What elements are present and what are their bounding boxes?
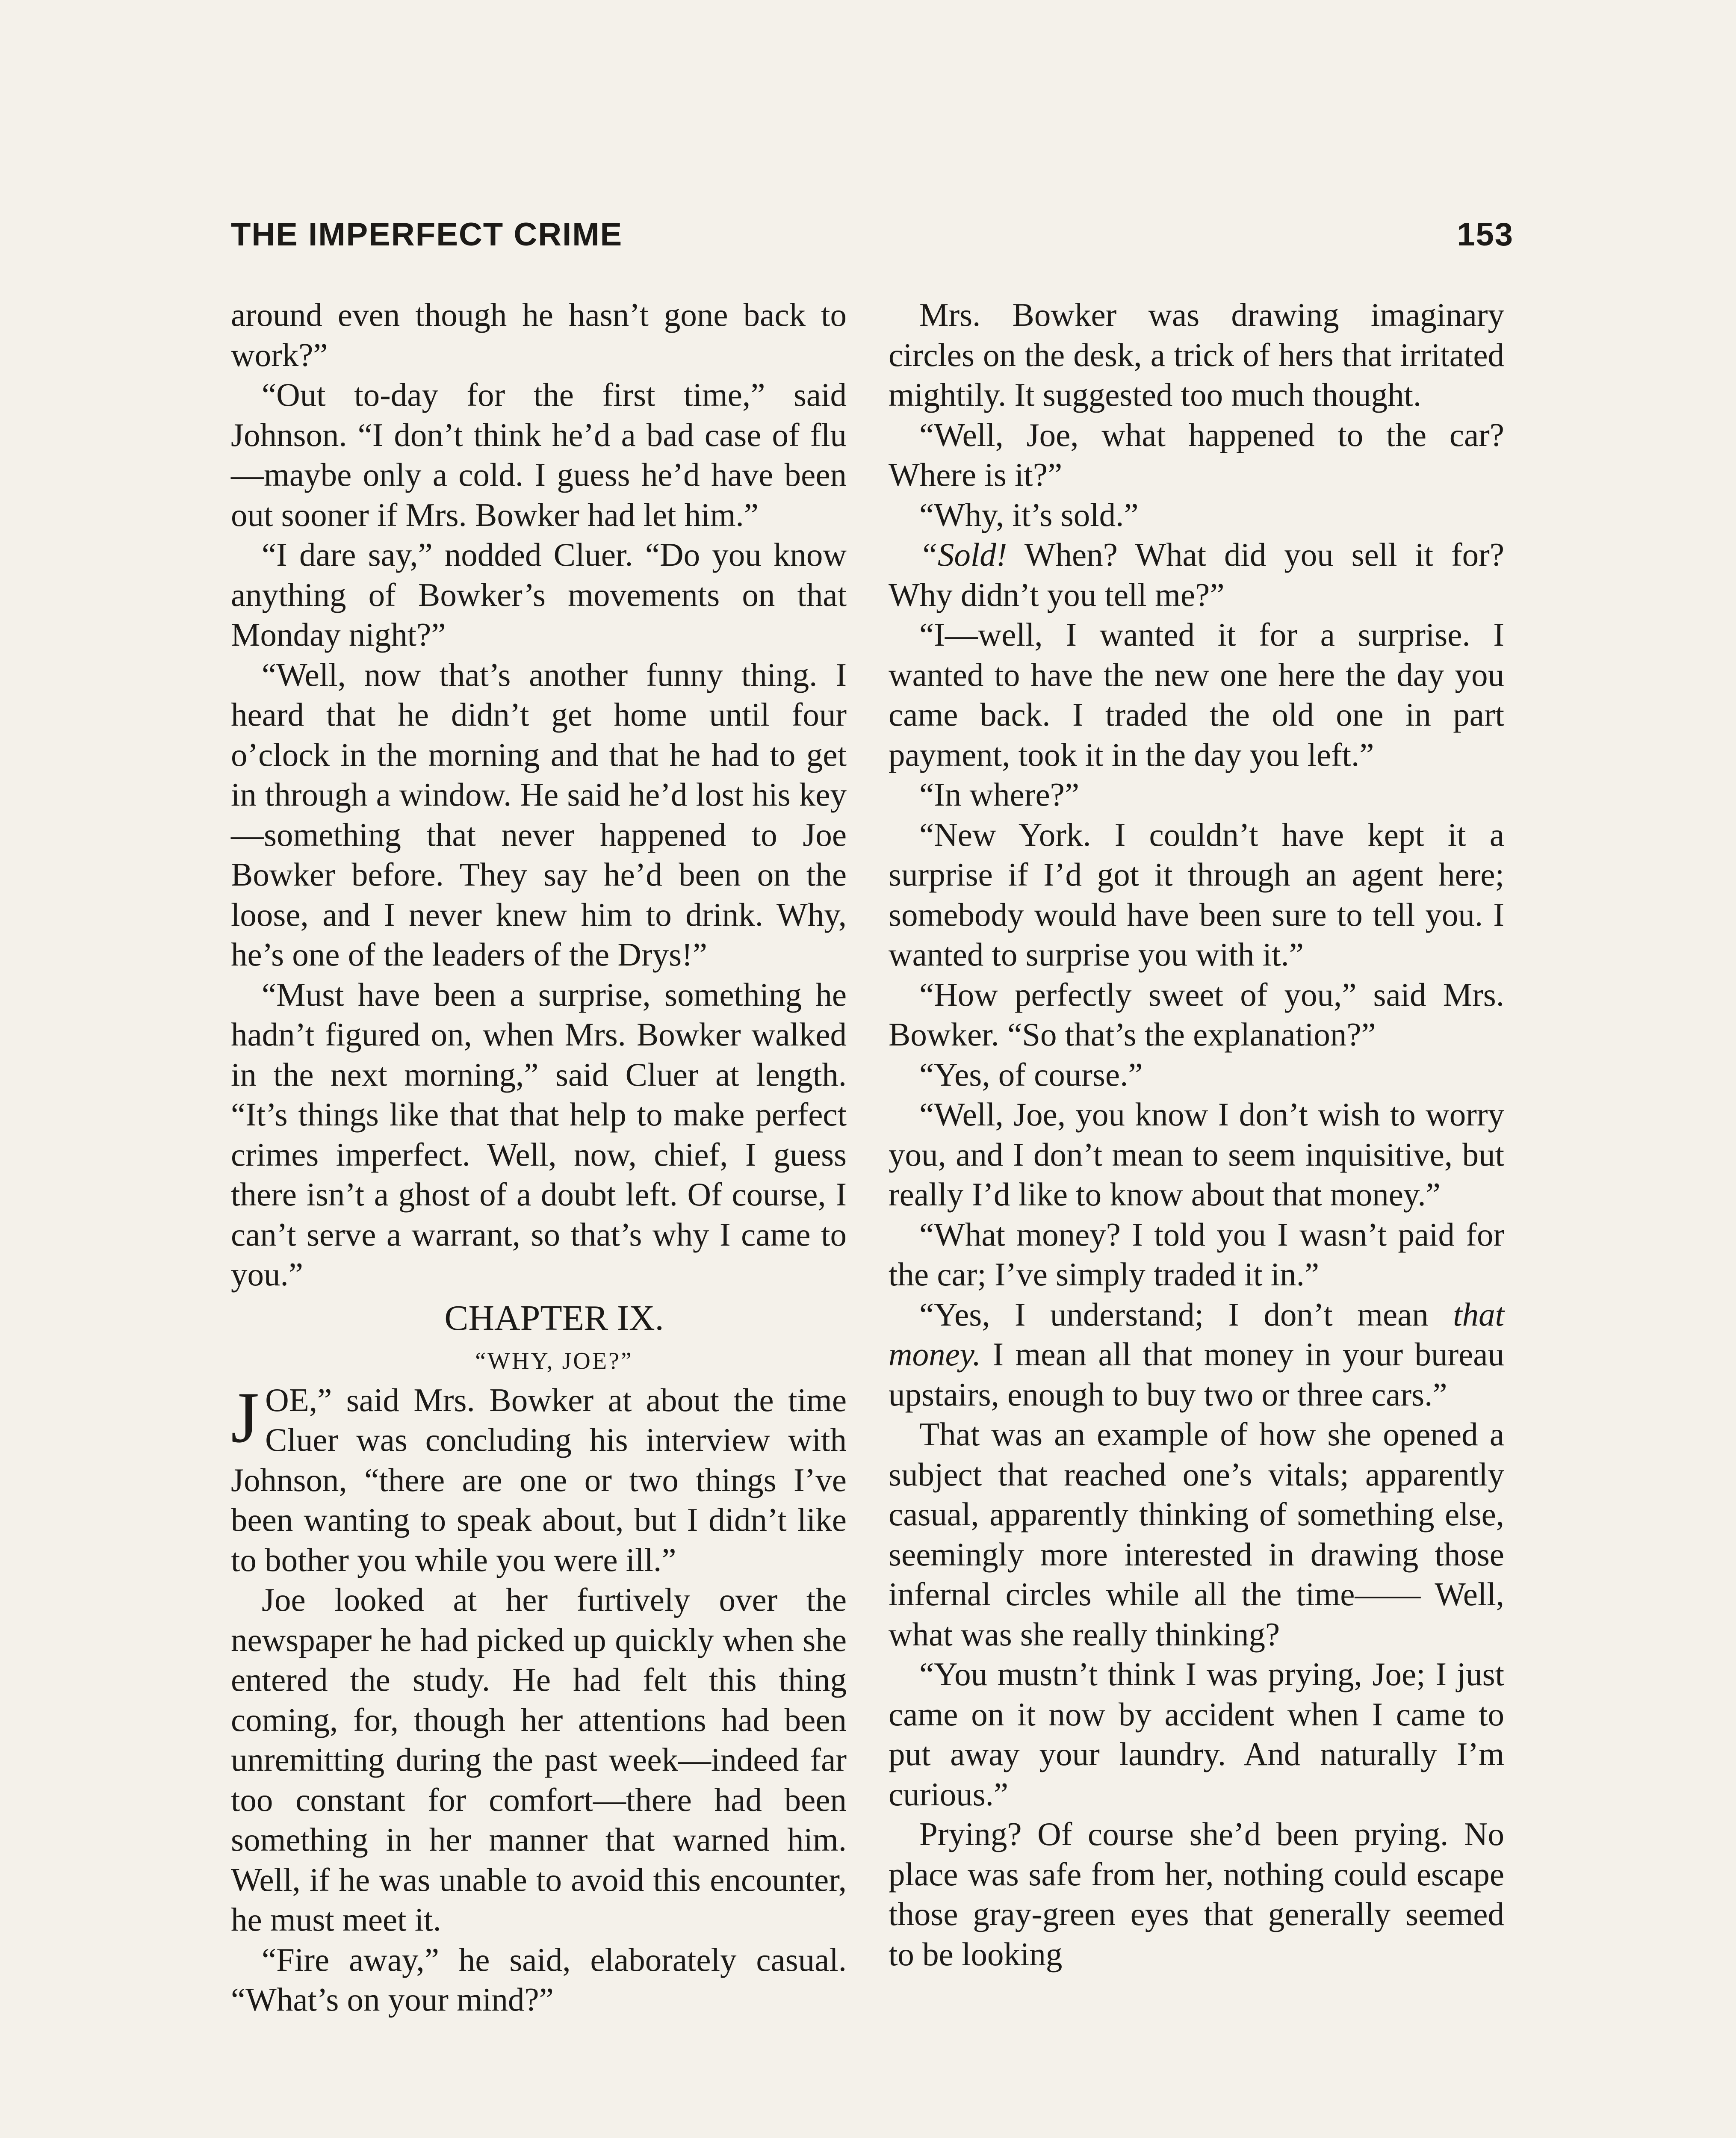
paragraph-text: OE,” said Mrs. Bowker at about the time Cluer was concluding his interview with Johnson, “there are one or two things I’ve been wanting to speak about, but I didn’t like to bother you while you were ill.”	[231, 1381, 847, 1578]
paragraph	[889, 535, 1504, 615]
chapter-heading: CHAPTER IX.	[444, 1298, 664, 1338]
running-title: THE IMPERFECT CRIME	[231, 216, 623, 253]
paragraph: “I—well, I wanted it for a surprise. I wanted to have the new one here the day you came back. I traded the old one in part payment, took it in the day you left.”	[889, 616, 1504, 773]
paragraph: “You mustn’t think I was prying, Joe; I just came on it now by accident when I came to put away your laundry. And naturally I’m curious.”	[889, 1656, 1504, 1813]
paragraph: “Fire away,” he said, elaborately casual. “What’s on your mind?”	[231, 1941, 847, 2018]
paragraph: “I dare say,” nodded Cluer. “Do you know anything of Bowker’s movements on that Monday night?”	[231, 536, 847, 653]
italic-text: that money.	[889, 1296, 1504, 1373]
paragraph: “Why, it’s sold.”	[919, 496, 1139, 533]
drop-cap: J	[231, 1377, 260, 1458]
right-column	[889, 295, 1504, 1974]
page-number: 153	[1457, 216, 1514, 253]
paragraph-text: I mean all that money in your bureau upstairs, enough to buy two or three cars.”	[889, 1336, 1504, 1413]
paragraph: “Well, Joe, you know I don’t wish to worry you, and I don’t mean to seem inquisitive, but really I’d like to know about that money.”	[889, 1096, 1504, 1213]
italic-text: “Sold!	[919, 536, 1007, 573]
paragraph: around even though he hasn’t gone back to work?”	[231, 296, 847, 373]
paragraph: “New York. I couldn’t have kept it a surprise if I’d got it through an agent here; somebody would have been sure to tell you. I wanted to surprise you with it.”	[889, 816, 1504, 973]
paragraph: “Must have been a surprise, something he hadn’t figured on, when Mrs. Bowker walked in the next morning,” said Cluer at length. “It’s things like that that help to make perfect crimes imperfect. Well, now, chief, I guess there isn’t a ghost of a doubt left. Of course, I can’t serve a warrant, so that’s why I came to you.”	[231, 976, 847, 1293]
left-column	[231, 295, 847, 2020]
paragraph: “What money? I told you I wasn’t paid for the car; I’ve simply traded it in.”	[889, 1216, 1504, 1293]
paragraph: “Well, now that’s another funny thing. I heard that he didn’t get home until four o’clock in the morning and that he had to get in through a window. He said he’d lost his key—something that never happened to Joe Bowker before. They say he’d been on the loose, and I never knew him to drink. Why, he’s one of the leaders of the Drys!”	[231, 656, 847, 973]
paragraph: “In where?”	[919, 776, 1080, 813]
running-header	[231, 216, 1514, 254]
paragraph: Prying? Of course she’d been prying. No place was safe from her, nothing could escape those gray-green eyes that generally seemed to be looking	[889, 1816, 1504, 1973]
paragraph: “Well, Joe, what happened to the car? Where is it?”	[889, 416, 1504, 493]
paragraph	[889, 1295, 1504, 1415]
paragraph: Mrs. Bowker was drawing imaginary circles on the desk, a trick of hers that irritated mightily. It suggested too much thought.	[889, 296, 1504, 413]
paragraph-text: “Yes, I understand; I don’t mean	[919, 1296, 1453, 1333]
paragraph: Joe looked at her furtively over the newspaper he had picked up quickly when she entered the study. He had felt this thing coming, for, though her attentions had been unremitting during the past week—indeed far too constant for comfort—there had been something in her manner that warned him. Well, if he was unable to avoid this encounter, he must meet it.	[231, 1581, 847, 1938]
chapter-subtitle: “WHY, JOE?”	[475, 1347, 633, 1374]
paragraph-with-dropcap	[231, 1377, 847, 1580]
paragraph: “How perfectly sweet of you,” said Mrs. Bowker. “So that’s the explanation?”	[889, 976, 1504, 1053]
paragraph: That was an example of how she opened a subject that reached one’s vitals; apparently casual, apparently thinking of something else, seemingly more interested in drawing those infernal circles while all the time—— Well, what was she really thinking?	[889, 1416, 1504, 1653]
paragraph: “Yes, of course.”	[919, 1056, 1143, 1093]
paragraph-text: When? What did you sell it for? Why didn’t you tell me?”	[889, 536, 1504, 613]
paragraph: “Out to-day for the first time,” said Johnson. “I don’t think he’d a bad case of flu—maybe only a cold. I guess he’d have been out sooner if Mrs. Bowker had let him.”	[231, 376, 847, 533]
